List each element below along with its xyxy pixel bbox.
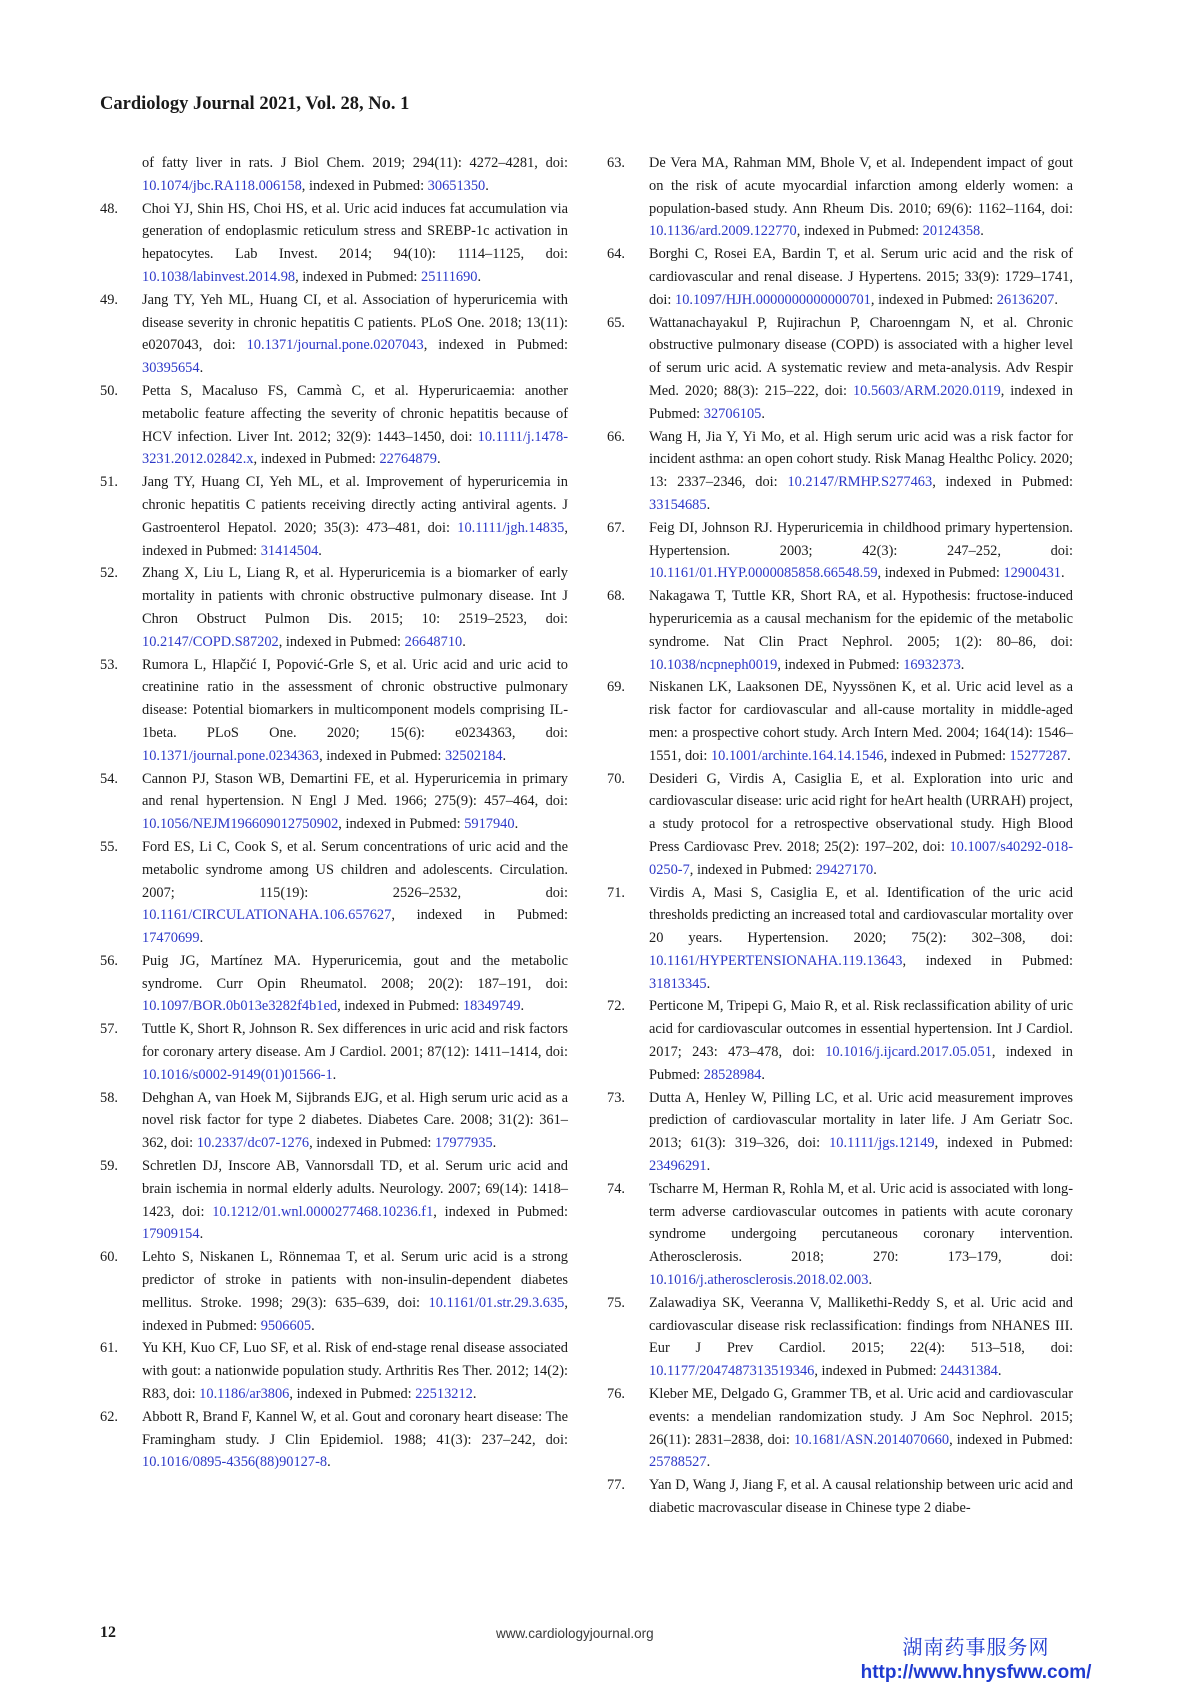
reference-item: [100, 654, 568, 768]
reference-link[interactable]: 10.1111/jgh.14835: [457, 519, 565, 536]
reference-text: Ford ES, Li C, Cook S, et al. Serum concentrations of uric acid and the metabolic syndrome among US children and adolescents. Circulation. 2007; 115(19): 2526–2532, doi:: [142, 838, 568, 901]
reference-number: 67.: [607, 519, 625, 536]
reference-text: Lehto S, Niskanen L, Rönnemaa T, et al. Serum uric acid is a strong predictor of stroke in patients with non-insulin-dependent diabetes mellitus. Stroke. 1998; 29(3): 635–639, doi:: [142, 1249, 568, 1311]
reference-link[interactable]: 10.1161/HYPERTENSIONAHA.119.13643: [649, 952, 903, 969]
reference-text: , indexed in Pubmed:: [391, 907, 568, 924]
reference-number: 77.: [607, 1477, 625, 1494]
reference-number: 49.: [100, 291, 118, 308]
reference-number: 50.: [100, 382, 118, 399]
reference-link[interactable]: 33154685: [649, 496, 707, 513]
reference-link[interactable]: 10.2337/dc07-1276: [196, 1135, 310, 1152]
reference-number: 72.: [607, 998, 625, 1015]
reference-text: , indexed in Pubmed:: [932, 474, 1073, 491]
reference-text: .: [311, 1317, 315, 1334]
references-right-column: [607, 152, 1073, 1520]
reference-number: 52.: [100, 565, 118, 582]
reference-number: 61.: [100, 1340, 118, 1357]
reference-link[interactable]: 10.1016/0895-4356(88)90127-8: [142, 1454, 328, 1471]
reference-item: [100, 289, 568, 380]
reference-link[interactable]: 10.1371/journal.pone.0207043: [246, 337, 424, 354]
reference-link[interactable]: 10.1016/j.ijcard.2017.05.051: [825, 1044, 992, 1061]
reference-link[interactable]: 10.1111/jgs.12149: [829, 1135, 935, 1152]
reference-text: .: [706, 496, 711, 513]
references-left-column: [100, 152, 568, 1474]
reference-number: 53.: [100, 656, 118, 673]
reference-link[interactable]: 10.5603/ARM.2020.0119: [852, 382, 1001, 399]
reference-text: Borghi C, Rosei EA, Bardin T, et al. Serum uric acid and the risk of cardiovascular and renal disease. J Hypertens. 2015; 33(9): 1729–1741, doi:: [649, 246, 1073, 308]
reference-number: 56.: [100, 952, 118, 969]
reference-text: , indexed in Pubmed:: [870, 291, 997, 308]
watermark: [846, 1634, 1106, 1686]
reference-item: [607, 1087, 1073, 1178]
reference-item: [607, 517, 1073, 585]
footer-site-url[interactable]: www.cardiologyjournal.org: [496, 1626, 654, 1641]
reference-link[interactable]: 10.1016/j.atherosclerosis.2018.02.003: [649, 1272, 869, 1289]
reference-text: Tuttle K, Short R, Johnson R. Sex differences in uric acid and risk factors for coronary artery disease. Am J Cardiol. 2001; 87(12): 1411–1414, doi:: [142, 1021, 568, 1061]
reference-link[interactable]: 17977935: [435, 1135, 493, 1152]
reference-link[interactable]: 10.2147/COPD.S87202: [142, 633, 279, 650]
reference-text: .: [1054, 291, 1058, 308]
reference-text: , indexed in Pubmed:: [433, 1203, 568, 1220]
reference-link[interactable]: 10.1007/s40292-018-0250-7: [649, 838, 1073, 878]
reference-text: , indexed in Pubmed:: [338, 816, 465, 833]
reference-text: , indexed in Pubmed:: [877, 565, 1004, 582]
reference-item: [100, 1406, 568, 1474]
reference-link[interactable]: 16932373: [903, 656, 961, 673]
reference-link[interactable]: 10.2147/RMHP.S277463: [787, 474, 933, 491]
reference-item: [100, 1155, 568, 1246]
reference-number: 57.: [100, 1021, 118, 1038]
reference-number: 66.: [607, 428, 625, 445]
reference-text: , indexed in Pubmed:: [689, 861, 816, 878]
reference-link[interactable]: 18349749: [462, 998, 521, 1015]
reference-text: .: [502, 747, 507, 764]
reference-text: , indexed in Pubmed:: [301, 177, 428, 194]
page-number: 12: [100, 1624, 116, 1641]
reference-link[interactable]: 10.1212/01.wnl.0000277468.10236.f1: [212, 1203, 434, 1220]
reference-text: Yan D, Wang J, Jiang F, et al. A causal relationship between uric acid and diabetic macrovascular disease in Chinese type 2 diabe-: [649, 1477, 1073, 1517]
reference-text: .: [437, 451, 441, 468]
reference-link[interactable]: 32502184: [444, 747, 503, 764]
reference-link[interactable]: 10.1038/ncpneph0019: [649, 656, 778, 673]
reference-number: 55.: [100, 838, 118, 855]
reference-item: [607, 1292, 1073, 1383]
reference-item: [607, 882, 1073, 996]
reference-link[interactable]: 30651350: [427, 177, 486, 194]
reference-text: Schretlen DJ, Inscore AB, Vannorsdall TD, et al. Serum uric acid and brain ischemia in normal elderly adults. Neurology. 2007; 69(14): 1418–1423, doi:: [142, 1158, 568, 1220]
reference-text: Wattanachayakul P, Rujirachun P, Charoenngam N, et al. Chronic obstructive pulmonary disease (COPD) is associated with a higher level of serum uric acid. A systematic review and meta-analysis. Adv Respir Med. 2020; 88(3): 215–222, doi:: [649, 314, 1073, 399]
reference-item: [607, 768, 1073, 882]
reference-text: .: [327, 1454, 331, 1471]
reference-text: Rumora L, Hlapčić I, Popović-Grle S, et al. Uric acid and uric acid to creatinine ratio in the assessment of chronic obstructive pulmonary disease: Potential biomarkers in multicomponent models comprising IL-1beta. PLoS One. 2020; 15(6): e0234363, doi:: [142, 656, 568, 741]
reference-number: 59.: [100, 1158, 118, 1175]
reference-link[interactable]: 23496291: [649, 1158, 707, 1175]
reference-link[interactable]: 22764879: [379, 451, 437, 468]
reference-item: [100, 1246, 568, 1337]
reference-text: .: [997, 1363, 1002, 1380]
reference-text: .: [485, 177, 489, 194]
reference-text: .: [761, 405, 765, 422]
reference-text: Zalawadiya SK, Veeranna V, Mallikethi-Reddy S, et al. Uric acid and cardiovascular disease risk reclassification: findings from NHANES III. Eur J Prev Cardiol. 2015; 22(4): 513–518, doi:: [649, 1294, 1073, 1357]
reference-text: .: [318, 542, 322, 559]
reference-number: 71.: [607, 884, 625, 901]
reference-link[interactable]: 26648710: [404, 633, 463, 650]
reference-link[interactable]: 15277287: [1009, 747, 1068, 764]
reference-text: Choi YJ, Shin HS, Choi HS, et al. Uric acid induces fat accumulation via generation of endoplasmic reticulum stress and SREBP-1c activation in hepatocytes. Lab Invest. 2014; 94(10): 1114–1125, doi:: [142, 200, 568, 263]
reference-item: [607, 1178, 1073, 1292]
reference-text: Virdis A, Masi S, Casiglia E, et al. Identification of the uric acid thresholds predicting an increased total and cardiovascular mortality over 20 years. Hypertension. 2020; 75(2): 302–308, doi:: [649, 884, 1073, 947]
reference-item: [100, 152, 568, 198]
reference-text: .: [472, 1386, 477, 1403]
reference-link[interactable]: 24431384: [940, 1363, 998, 1380]
reference-item: [607, 1383, 1073, 1474]
reference-item: [607, 585, 1073, 676]
reference-text: , indexed in Pubmed:: [949, 1431, 1073, 1448]
reference-link[interactable]: 10.1161/01.str.29.3.635: [428, 1294, 565, 1311]
reference-text: .: [462, 633, 466, 650]
reference-text: .: [520, 998, 525, 1015]
watermark-chinese-text: 湖南药事服务网: [902, 1635, 1050, 1659]
reference-text: , indexed in Pubmed:: [142, 1294, 568, 1334]
reference-number: 68.: [607, 588, 625, 605]
reference-text: .: [1067, 747, 1071, 764]
reference-item: [100, 1018, 568, 1086]
reference-item: [100, 1087, 568, 1155]
reference-text: Dehghan A, van Hoek M, Sijbrands EJG, et al. High serum uric acid as a novel risk factor for type 2 diabetes. Diabetes Care. 2008; 31(2): 361–362, doi:: [142, 1089, 568, 1152]
reference-text: .: [868, 1272, 873, 1289]
reference-link[interactable]: 10.1001/archinte.164.14.1546: [710, 747, 884, 764]
reference-item: [607, 312, 1073, 426]
reference-item: [607, 995, 1073, 1086]
reference-number: 75.: [607, 1294, 625, 1311]
reference-text: , indexed in Pubmed:: [337, 998, 463, 1015]
reference-link[interactable]: 9506605: [260, 1317, 312, 1334]
reference-text: Dutta A, Henley W, Pilling LC, et al. Uric acid measurement improves prediction of cardiovascular mortality in later life. J Am Geriatr Soc. 2013; 61(3): 319–326, doi:: [649, 1089, 1073, 1152]
reference-link[interactable]: 17470699: [142, 930, 200, 947]
reference-text: Puig JG, Martínez MA. Hyperuricemia, gout and the metabolic syndrome. Curr Opin Rheumatol. 2008; 20(2): 187–191, doi:: [142, 952, 568, 992]
reference-link[interactable]: 10.1681/ASN.2014070660: [793, 1431, 950, 1448]
reference-link[interactable]: 10.1136/ard.2009.122770: [649, 223, 797, 240]
reference-text: Kleber ME, Delgado G, Grammer TB, et al. Uric acid and cardiovascular events: a mendelian randomization study. J Am Soc Nephrol. 2015; 26(11): 2831–2838, doi:: [649, 1386, 1073, 1448]
reference-item: [100, 768, 568, 836]
reference-text: , indexed in Pubmed:: [295, 268, 421, 285]
reference-text: .: [199, 360, 204, 377]
reference-text: .: [332, 1066, 337, 1083]
reference-text: .: [477, 268, 482, 285]
reference-number: 58.: [100, 1089, 118, 1106]
reference-text: , indexed in Pubmed:: [796, 223, 923, 240]
reference-text: Desideri G, Virdis A, Casiglia E, et al. Exploration into uric and cardiovascular disease: uric acid right for heArt health (URRAH) project, a study protocol for a retrospective observational study. High Blood Press Cardiovasc Prev. 2018; 25(2): 197–202, doi:: [649, 770, 1073, 855]
reference-item: [607, 152, 1073, 243]
journal-header: Cardiology Journal 2021, Vol. 28, No. 1: [100, 94, 410, 114]
reference-text: , indexed in Pubmed:: [902, 952, 1073, 969]
reference-text: .: [706, 1158, 711, 1175]
reference-item: [607, 1474, 1073, 1520]
reference-link[interactable]: 25111690: [421, 268, 478, 285]
reference-number: 65.: [607, 314, 625, 331]
reference-link[interactable]: 10.1177/2047487313519346: [649, 1363, 815, 1380]
reference-item: [607, 426, 1073, 517]
reference-text: Jang TY, Huang CI, Yeh ML, et al. Improvement of hyperuricemia in chronic hepatitis C patients receiving directly acting antiviral agents. J Gastroenterol Hepatol. 2020; 35(3): 473–481, doi:: [142, 474, 568, 536]
reference-text: , indexed in Pubmed:: [814, 1363, 941, 1380]
reference-text: , indexed in Pubmed:: [777, 656, 904, 673]
reference-text: , indexed in Pubmed:: [423, 337, 568, 354]
reference-text: , indexed in Pubmed:: [649, 1044, 1073, 1083]
reference-item: [100, 471, 568, 562]
reference-link[interactable]: 10.1074/jbc.RA118.006158: [142, 177, 302, 194]
reference-text: .: [706, 1454, 711, 1471]
reference-item: [607, 676, 1073, 767]
reference-link[interactable]: 12900431: [1003, 565, 1061, 582]
reference-text: .: [199, 930, 204, 947]
reference-item: [100, 1337, 568, 1405]
reference-number: 62.: [100, 1408, 118, 1425]
reference-text: Abbott R, Brand F, Kannel W, et al. Gout and coronary heart disease: The Framingham study. J Clin Epidemiol. 1988; 41(3): 237–242, doi:: [142, 1408, 568, 1448]
reference-item: [100, 198, 568, 289]
reference-number: 69.: [607, 679, 625, 696]
reference-link[interactable]: 10.1111/j.1478-3231.2012.02842.x: [142, 428, 568, 468]
reference-item: [100, 950, 568, 1018]
reference-number: 48.: [100, 200, 118, 217]
reference-number: 74.: [607, 1180, 625, 1197]
reference-number: 76.: [607, 1386, 625, 1403]
reference-text: , indexed in Pubmed:: [319, 747, 445, 764]
reference-number: 51.: [100, 474, 118, 491]
reference-text: .: [706, 975, 711, 992]
reference-link[interactable]: 31813345: [649, 975, 707, 992]
reference-link[interactable]: 10.1371/journal.pone.0234363: [142, 747, 320, 764]
reference-text: , indexed in Pubmed:: [649, 382, 1073, 422]
reference-text: , indexed in Pubmed:: [289, 1386, 416, 1403]
reference-text: Nakagawa T, Tuttle KR, Short RA, et al. Hypothesis: fructose-induced hyperuricemia as a causal mechanism for the epidemic of the metabolic syndrome. Nat Clin Pract Nephrol. 2005; 1(2): 80–86, doi:: [649, 588, 1073, 650]
reference-text: Wang H, Jia Y, Yi Mo, et al. High serum uric acid was a risk factor for incident asthma: an open cohort study. Risk Manag Healthc Policy. 2020; 13: 2337–2346, doi:: [649, 428, 1073, 491]
reference-text: .: [960, 656, 965, 673]
reference-link[interactable]: 25788527: [649, 1454, 707, 1471]
reference-text: , indexed in Pubmed:: [883, 747, 1010, 764]
reference-link[interactable]: 32706105: [703, 405, 762, 422]
reference-link[interactable]: 10.1097/BOR.0b013e3282f4b1ed: [142, 998, 338, 1015]
reference-text: .: [514, 816, 519, 833]
reference-text: Yu KH, Kuo CF, Luo SF, et al. Risk of end-stage renal disease associated with gout: a nationwide population study. Arthritis Res Ther. 2012; 14(2): R83, doi:: [142, 1340, 568, 1403]
reference-text: Perticone M, Tripepi G, Maio R, et al. Risk reclassification ability of uric acid for cardiovascular outcomes in essential hypertension. Int J Cardiol. 2017; 243: 473–478, doi:: [649, 998, 1073, 1061]
reference-text: .: [492, 1135, 497, 1152]
reference-link[interactable]: 17909154: [142, 1226, 200, 1243]
reference-text: , indexed in Pubmed:: [278, 633, 405, 650]
reference-text: of fatty liver in rats. J Biol Chem. 2019; 294(11): 4272–4281, doi:: [142, 155, 568, 171]
reference-number: 64.: [607, 246, 625, 263]
reference-link[interactable]: 31414504: [260, 542, 319, 559]
reference-number: 63.: [607, 155, 625, 171]
reference-link[interactable]: 29427170: [815, 861, 874, 878]
reference-text: .: [761, 1066, 765, 1083]
reference-text: .: [199, 1226, 204, 1243]
reference-link[interactable]: 10.1038/labinvest.2014.98: [142, 268, 296, 285]
reference-text: , indexed in Pubmed:: [253, 451, 380, 468]
reference-text: Jang TY, Yeh ML, Huang CI, et al. Association of hyperuricemia with disease severity in chronic hepatitis C patients. PLoS One. 2018; 13(11): e0207043, doi:: [142, 291, 568, 354]
reference-text: Cannon PJ, Stason WB, Demartini FE, et al. Hyperuricemia in primary and renal hypertension. N Engl J Med. 1966; 275(9): 457–464, doi:: [142, 770, 568, 810]
reference-item: [100, 836, 568, 950]
reference-text: Feig DI, Johnson RJ. Hyperuricemia in childhood primary hypertension. Hypertension. 2003; 42(3): 247–252, doi:: [649, 519, 1073, 559]
reference-text: , indexed in Pubmed:: [309, 1135, 436, 1152]
reference-number: 73.: [607, 1089, 625, 1106]
reference-link[interactable]: 10.1056/NEJM196609012750902: [142, 816, 339, 833]
reference-text: .: [873, 861, 877, 878]
reference-link[interactable]: 28528984: [703, 1066, 762, 1083]
reference-link[interactable]: 30395654: [142, 360, 200, 377]
reference-text: Tscharre M, Herman R, Rohla M, et al. Uric acid is associated with long-term adverse cardiovascular outcomes in patients with acute coronary syndrome undergoing percutaneous coronary intervention. Atherosclerosis. 2018; 270: 173–179, doi:: [649, 1180, 1073, 1266]
reference-link[interactable]: 10.1016/s0002-9149(01)01566-1: [142, 1066, 333, 1083]
reference-text: , indexed in Pubmed:: [934, 1135, 1073, 1152]
reference-text: De Vera MA, Rahman MM, Bhole V, et al. Independent impact of gout on the risk of acute myocardial infarction among elderly women: a population-based study. Ann Rheum Dis. 2010; 69(6): 1162–1164, doi:: [649, 155, 1073, 217]
reference-text: .: [1061, 565, 1065, 582]
reference-number: 54.: [100, 770, 118, 787]
watermark-url[interactable]: http://www.hnysfww.com/: [860, 1662, 1092, 1683]
reference-link[interactable]: 10.1186/ar3806: [199, 1386, 290, 1403]
reference-link[interactable]: 10.1161/CIRCULATIONAHA.106.657627: [142, 907, 392, 924]
reference-text: , indexed in Pubmed:: [142, 519, 568, 559]
reference-number: 70.: [607, 770, 625, 787]
reference-link[interactable]: 10.1097/HJH.0000000000000701: [675, 291, 871, 308]
reference-text: Niskanen LK, Laaksonen DE, Nyyssönen K, et al. Uric acid level as a risk factor for cardiovascular and all-cause mortality in middle-aged men: a prospective cohort study. Arch Intern Med. 2004; 164(14): 1546–1551, doi:: [649, 679, 1073, 764]
reference-link[interactable]: 10.1161/01.HYP.0000085858.66548.59: [649, 565, 878, 582]
reference-text: Zhang X, Liu L, Liang R, et al. Hyperuricemia is a biomarker of early mortality in patients with chronic obstructive pulmonary disease. Int J Chron Obstruct Pulmon Dis. 2015; 10: 2519–2523, doi:: [142, 565, 568, 627]
reference-text: Petta S, Macaluso FS, Cammà C, et al. Hyperuricaemia: another metabolic feature affecting the severity of chronic hepatitis because of HCV infection. Liver Int. 2012; 32(9): 1443–1450, doi:: [142, 382, 568, 445]
reference-item: [607, 243, 1073, 311]
reference-text: .: [980, 223, 984, 240]
reference-item: [100, 380, 568, 471]
reference-link[interactable]: 20124358: [922, 223, 981, 240]
reference-item: [100, 562, 568, 653]
reference-link[interactable]: 26136207: [996, 291, 1055, 308]
reference-link[interactable]: 22513212: [415, 1386, 473, 1403]
reference-link[interactable]: 5917940: [464, 816, 515, 833]
reference-number: 60.: [100, 1249, 118, 1266]
